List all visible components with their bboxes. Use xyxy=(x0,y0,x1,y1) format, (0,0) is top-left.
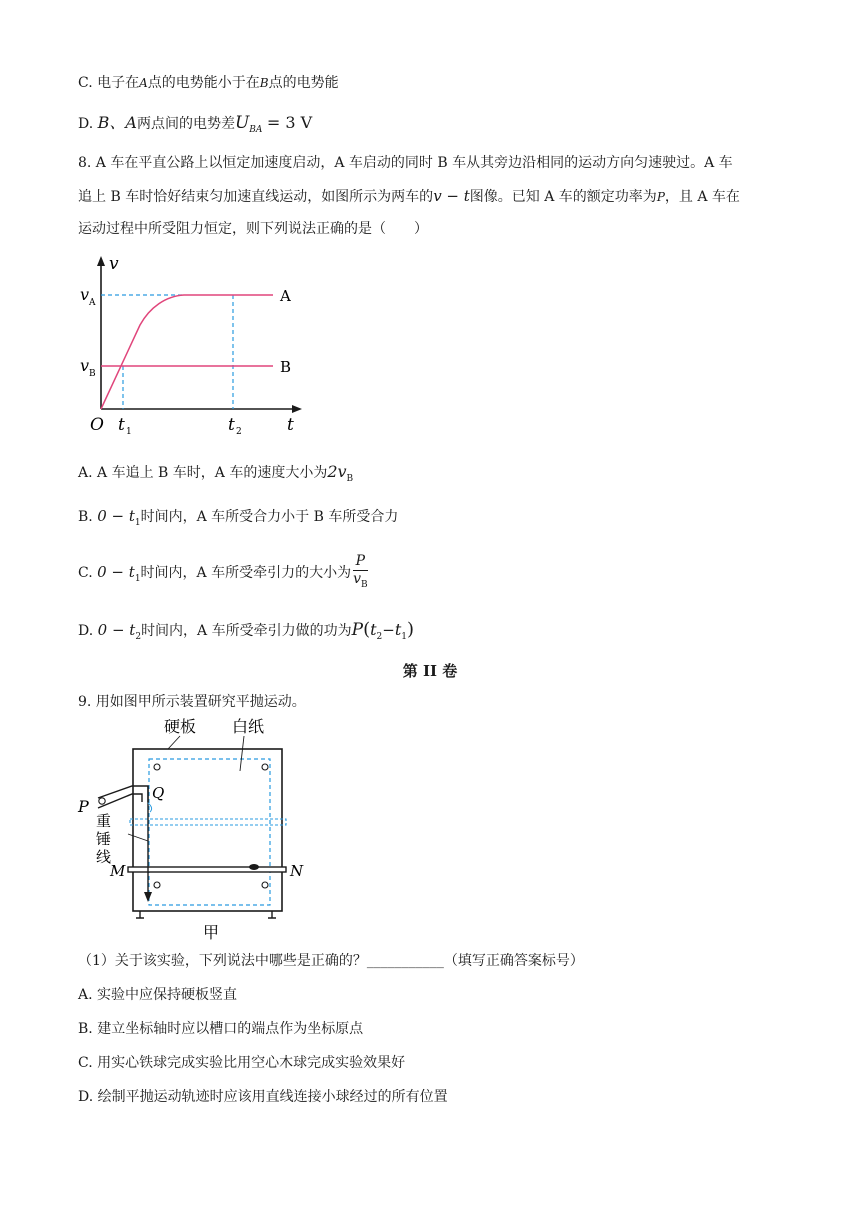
t2-label: t xyxy=(228,415,235,435)
stem-text: 追上 B 车时恰好结束匀加速直线运动，如图所示为两车的 xyxy=(78,189,434,205)
option-text: 两点间的电势差 xyxy=(136,116,235,132)
leader-board xyxy=(168,736,180,749)
q8-stem-line2 xyxy=(78,186,740,207)
paren-open: ( xyxy=(363,619,371,640)
axis-v-label: v xyxy=(109,254,119,274)
stem-text: ，且 A 车在 xyxy=(664,189,740,205)
label-weight-2: 锤 xyxy=(96,830,112,848)
math-t2: t xyxy=(370,620,377,639)
math-sub: 2 xyxy=(376,632,383,642)
math-sub: 1 xyxy=(134,574,141,584)
math-sub: 1 xyxy=(401,632,408,642)
release-point xyxy=(99,798,105,804)
option-label: C. xyxy=(78,565,93,581)
q8-option-d xyxy=(78,620,414,647)
math-expr: B、A xyxy=(97,113,137,132)
math-t1: t xyxy=(394,620,402,639)
option-text: 时间内，A 车所受合力小于 B 车所受合力 xyxy=(140,509,399,525)
label-board: 硬板 xyxy=(164,717,197,736)
option-label: D. xyxy=(78,623,94,639)
leader-paper xyxy=(240,736,244,771)
q9-subquestion-1: （1）关于该实验，下列说法中哪些是正确的？___________（填写正确答案标号） xyxy=(78,953,584,969)
q8-vt-graph xyxy=(74,252,314,440)
fraction-denominator xyxy=(353,571,368,594)
label-q: Q xyxy=(152,784,165,802)
y-axis-arrow xyxy=(97,256,105,266)
label-weight-3: 线 xyxy=(96,848,112,866)
label-paper: 白纸 xyxy=(232,717,265,736)
var-a: A xyxy=(139,76,148,90)
pin-tr xyxy=(262,764,268,770)
figure-caption: 甲 xyxy=(203,923,220,942)
q8-option-a xyxy=(78,462,353,489)
math-sub: BA xyxy=(249,125,263,135)
plumb-bob xyxy=(144,892,152,902)
math-expr: 0 − t xyxy=(97,507,135,525)
chute xyxy=(98,786,148,808)
dashed-crossbar xyxy=(130,819,286,825)
white-paper xyxy=(149,759,270,905)
q8-stem-line3: 运动过程中所受阻力恒定，则下列说法正确的是（ ） xyxy=(78,221,428,237)
q9-option-b: B. 建立坐标轴时应以槽口的端点作为坐标原点 xyxy=(78,1021,364,1037)
math-expr: 0 − t xyxy=(97,563,135,581)
ball xyxy=(249,864,259,870)
option-text: 时间内，A 车所受牵引力做的功为 xyxy=(141,623,352,639)
var-b: B xyxy=(259,76,269,90)
option-label: C. xyxy=(78,75,93,91)
label-n: N xyxy=(290,862,304,880)
fraction-den-var: v xyxy=(353,570,362,587)
option-text: 点的电势能 xyxy=(268,75,339,91)
va-label: v xyxy=(80,285,90,304)
math-sub: 2 xyxy=(135,632,142,642)
series-a-label: A xyxy=(280,287,291,305)
section-title: 第 II 卷 xyxy=(402,662,458,680)
math-expr: 2v xyxy=(327,462,347,481)
pin-bl xyxy=(154,882,160,888)
q9-apparatus-figure xyxy=(76,716,316,944)
option-text: A. A 车追上 B 车时，A 车的速度大小为 xyxy=(78,465,328,481)
q9-option-d: D. 绘制平抛运动轨迹时应该用直线连接小球经过的所有位置 xyxy=(78,1089,448,1105)
q8-stem-line1: 8. A 车在平直公路上以恒定加速度启动，A 车启动的同时 B 车从其旁边沿相同的运动方向匀速驶过。A 车 xyxy=(78,155,733,171)
math-p: P xyxy=(351,620,364,640)
axis-t-label: t xyxy=(287,415,294,435)
q8-option-c xyxy=(78,552,368,599)
fraction-den-sub: B xyxy=(361,579,368,590)
vb-label: v xyxy=(80,356,90,375)
leader-weight xyxy=(128,834,148,841)
pin-br xyxy=(262,882,268,888)
label-m: M xyxy=(110,862,126,880)
series-b-label: B xyxy=(280,358,292,376)
paren-close: ) xyxy=(407,619,415,640)
va-sub-label: A xyxy=(89,298,96,308)
math-u: U xyxy=(234,113,250,133)
hard-board xyxy=(133,749,282,911)
math-sub: B xyxy=(346,474,354,484)
mn-bar xyxy=(128,867,286,872)
q9-stem: 9. 用如图甲所示装置研究平抛运动。 xyxy=(78,694,306,710)
stem-text: 图像。已知 A 车的额定功率为 xyxy=(469,189,657,205)
option-label: D. xyxy=(78,116,94,132)
option-text: 时间内，A 车所受牵引力的大小为 xyxy=(140,565,352,581)
t2-sub-label: 2 xyxy=(236,427,242,437)
math-eq: = 3 V xyxy=(266,113,313,132)
option-label: B. xyxy=(78,509,93,525)
x-axis-arrow xyxy=(292,405,302,413)
origin-label: O xyxy=(90,415,104,435)
label-weight-1: 重 xyxy=(96,812,112,830)
math-p: P xyxy=(656,190,665,204)
foot-right xyxy=(268,911,276,918)
pin-tl xyxy=(154,764,160,770)
vb-sub-label: B xyxy=(89,369,96,379)
q8-option-b xyxy=(78,506,398,533)
fraction-numerator: P xyxy=(353,553,368,571)
foot-left xyxy=(136,911,144,918)
t1-label: t xyxy=(118,415,125,435)
math-sub: 1 xyxy=(134,518,141,528)
q9-option-c: C. 用实心铁球完成实验比用空心木球完成实验效果好 xyxy=(78,1055,406,1071)
option-text: 点的电势能小于在 xyxy=(147,75,260,91)
fraction xyxy=(353,553,368,594)
a-curve xyxy=(101,295,273,409)
math-expr: v − t xyxy=(433,187,470,205)
option-text: 电子在 xyxy=(97,75,140,91)
label-p: P xyxy=(78,797,89,816)
q7-option-d xyxy=(78,113,312,140)
q9-option-a: A. 实验中应保持硬板竖直 xyxy=(78,987,238,1003)
math-minus: − xyxy=(382,621,395,639)
q7-option-c xyxy=(78,73,339,93)
t1-sub-label: 1 xyxy=(126,427,132,437)
math-expr: 0 − t xyxy=(97,621,136,639)
